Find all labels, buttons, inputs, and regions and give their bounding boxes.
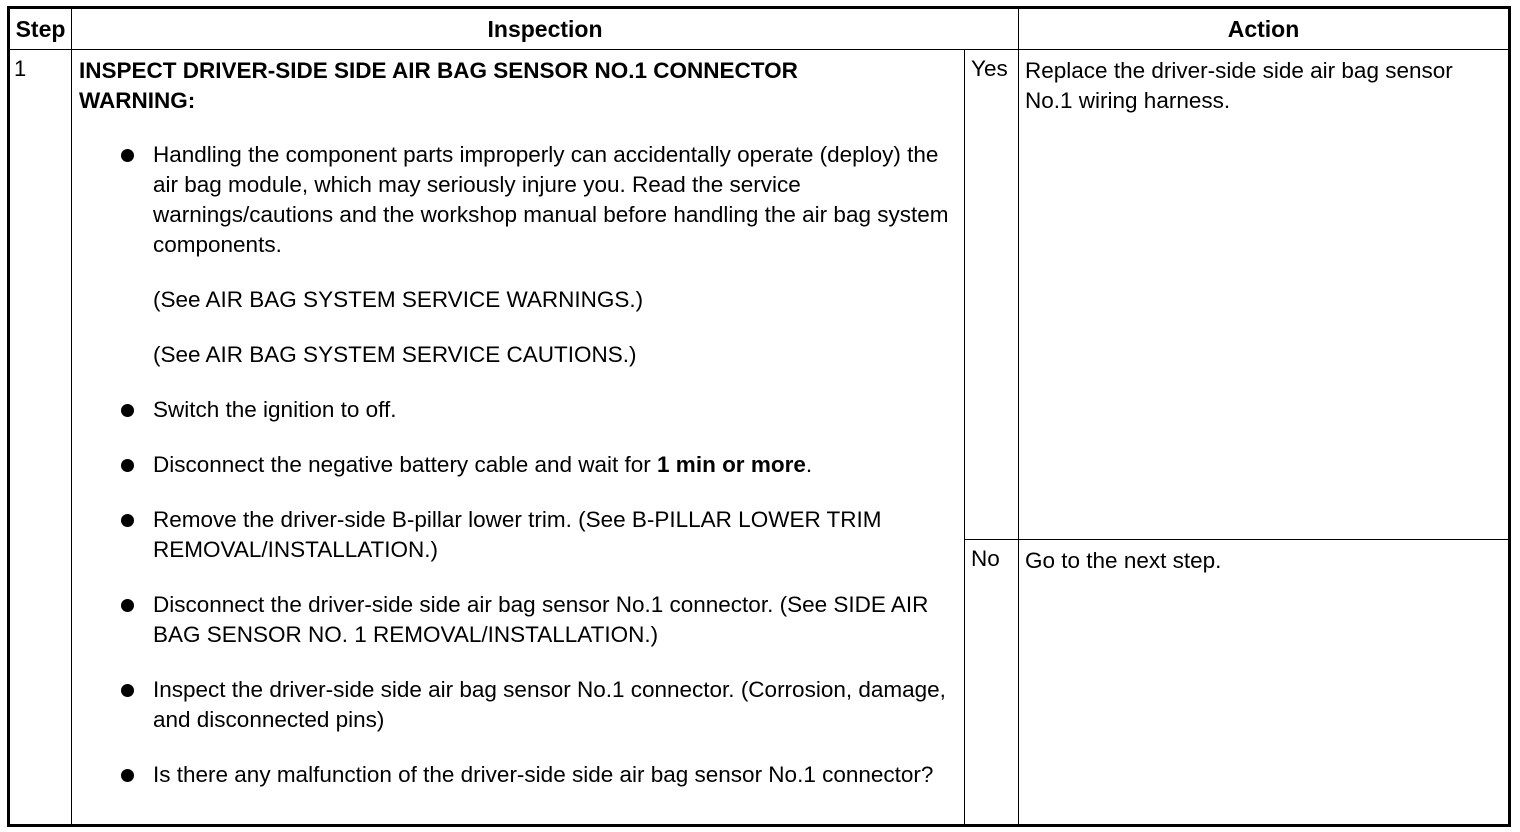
inspection-steps-list bbox=[79, 140, 954, 790]
bullet-icon bbox=[121, 599, 134, 612]
list-item bbox=[79, 590, 954, 650]
step-battery-text: Disconnect the negative battery cable and wait for bbox=[153, 452, 658, 477]
step-remove-trim: Remove the driver-side B-pillar lower trim. (See B-PILLAR LOWER TRIM REMOVAL/INSTALLATION.) bbox=[153, 507, 882, 562]
list-item bbox=[79, 675, 954, 735]
step-battery-end: . bbox=[805, 452, 813, 477]
list-item bbox=[79, 395, 954, 425]
list-item bbox=[79, 505, 954, 565]
bullet-icon bbox=[121, 514, 134, 527]
warning-text: Handling the component parts improperly can accidentally operate (deploy) the air bag module, which may seriously injure you. Read the service warnings/cautions and the workshop manual before handling the air bag system components. bbox=[153, 142, 949, 257]
step-number: 1 bbox=[9, 50, 72, 826]
step-header: Step bbox=[9, 8, 72, 50]
see-cautions-reference: (See AIR BAG SYSTEM SERVICE CAUTIONS.) bbox=[153, 342, 637, 367]
bullet-icon bbox=[121, 149, 134, 162]
yes-label: Yes bbox=[965, 50, 1019, 540]
list-item bbox=[79, 450, 954, 480]
action-header: Action bbox=[1019, 8, 1510, 50]
inspection-procedure-table bbox=[7, 6, 1511, 827]
inspection-header: Inspection bbox=[72, 8, 1019, 50]
see-warnings-reference: (See AIR BAG SYSTEM SERVICE WARNINGS.) bbox=[153, 287, 644, 312]
step-ignition: Switch the ignition to off. bbox=[153, 397, 397, 422]
step-row-yes bbox=[9, 50, 1510, 540]
no-label: No bbox=[965, 540, 1019, 826]
yes-action: Replace the driver-side side air bag sensor No.1 wiring harness. bbox=[1019, 50, 1510, 540]
no-action: Go to the next step. bbox=[1019, 540, 1510, 826]
header-row bbox=[9, 8, 1510, 50]
bullet-icon bbox=[121, 684, 134, 697]
bullet-icon bbox=[121, 769, 134, 782]
inspection-title: INSPECT DRIVER-SIDE SIDE AIR BAG SENSOR NO.1 CONNECTOR bbox=[79, 58, 798, 83]
step-inspect-connector: Inspect the driver-side side air bag sensor No.1 connector. (Corrosion, damage, and disconnected pins) bbox=[153, 677, 946, 732]
inspection-question: Is there any malfunction of the driver-side side air bag sensor No.1 connector? bbox=[153, 762, 934, 787]
inspection-cell bbox=[72, 50, 965, 826]
step-disconnect-connector: Disconnect the driver-side side air bag sensor No.1 connector. (See SIDE AIR BAG SENSOR NO. 1 REMOVAL/INSTALLATION.) bbox=[153, 592, 929, 647]
bullet-icon bbox=[121, 404, 134, 417]
list-item bbox=[79, 140, 954, 370]
step-battery-wait-time: 1 min or more bbox=[657, 452, 806, 477]
warning-label: WARNING: bbox=[79, 88, 196, 113]
bullet-icon bbox=[121, 459, 134, 472]
list-item bbox=[79, 760, 954, 790]
